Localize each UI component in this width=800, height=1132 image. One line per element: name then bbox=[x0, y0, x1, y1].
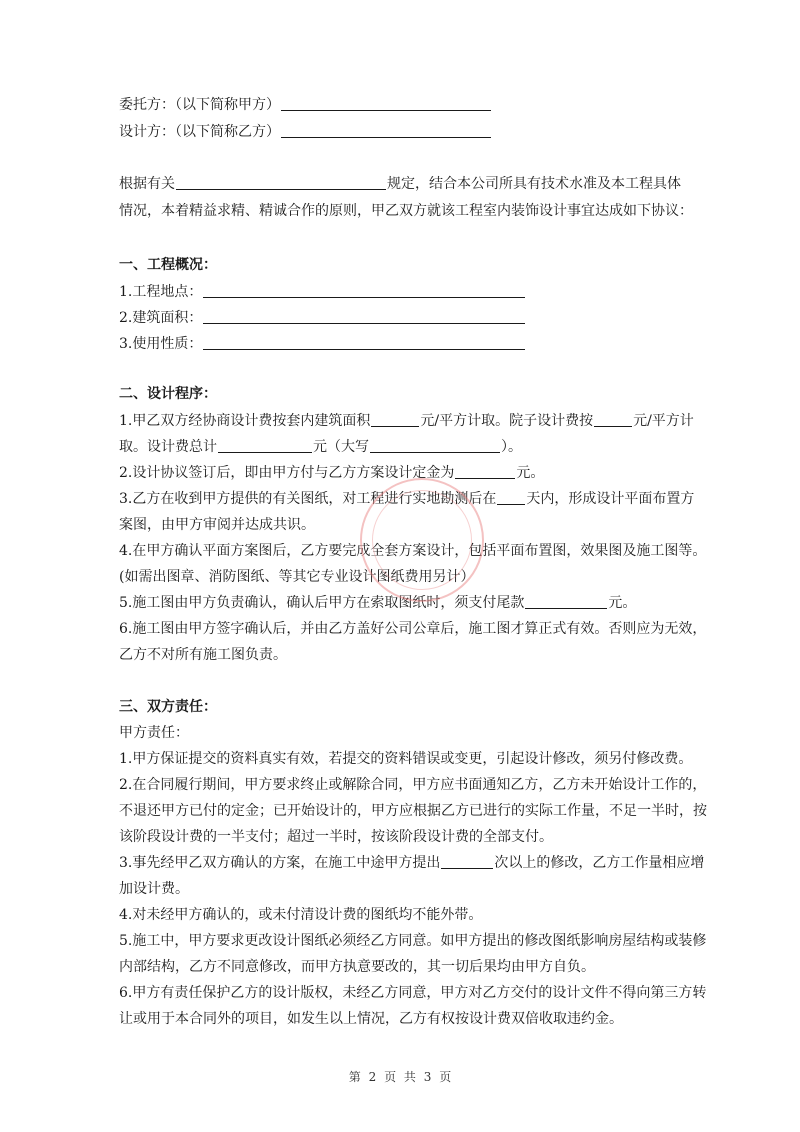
procedure-6-line-2: 乙方不对所有施工图负责。 bbox=[119, 647, 287, 663]
procedure-text: 取。设计费总计 bbox=[119, 439, 217, 455]
section-1-title: 一、工程概况： bbox=[119, 257, 217, 273]
designer-line bbox=[119, 122, 699, 142]
responsibility-4: 4.对未经甲方确认的，或未付清设计费的图纸均不能外带。 bbox=[119, 907, 483, 923]
responsibility-text: 3.事先经甲乙双方确认的方案，在施工中途甲方提出 bbox=[119, 855, 441, 871]
intro-line-2 bbox=[119, 201, 699, 221]
responsibility-2-line-1: 2.在合同履行期间，甲方要求终止或解除合同，甲方应书面通知乙方，乙方未开始设计工作的， bbox=[119, 777, 707, 793]
responsibility-2-line-2: 不退还甲方已付的定金；已开始设计的，甲方应根据乙方已进行的实际工作量，不足一半时，按 bbox=[119, 803, 707, 819]
intro-text: 规定，结合本公司所具有技术水准及本工程具体 bbox=[387, 176, 681, 192]
procedure-text: 1.甲乙双方经协商设计费按套内建筑面积 bbox=[119, 413, 371, 429]
revision-count-blank[interactable] bbox=[441, 854, 493, 869]
responsibility-text: 次以上的修改，乙方工作量相应增 bbox=[494, 855, 705, 871]
usage-label: 3.使用性质： bbox=[119, 336, 203, 352]
responsibility-6-line-1: 6.甲方有责任保护乙方的设计版权，未经乙方同意，甲方对乙方交付的设计文件不得向第三方转 bbox=[119, 985, 707, 1001]
procedure-text: ）。 bbox=[501, 439, 522, 455]
procedure-4-line-1: 4.在甲方确认平面方案图后，乙方要完成全套方案设计，包括平面布置图，效果图及施工图等。 bbox=[119, 543, 707, 559]
total-fee-words-blank[interactable] bbox=[370, 438, 500, 453]
responsibility-1: 1.甲方保证提交的资料真实有效，若提交的资料错误或变更，引起设计修改，须另付修改费。 bbox=[119, 751, 693, 767]
intro-line-1 bbox=[119, 174, 699, 194]
responsibility-6-line-2: 让或用于本合同外的项目，如发生以上情况，乙方有权按设计费双倍收取违约金。 bbox=[119, 1011, 623, 1027]
days-blank[interactable] bbox=[497, 490, 525, 505]
footer-text: 第 bbox=[348, 1070, 361, 1084]
regulation-blank[interactable] bbox=[176, 175, 386, 190]
deposit-blank[interactable] bbox=[455, 464, 515, 479]
responsibility-3-line-2: 加设计费。 bbox=[119, 881, 189, 897]
page-footer bbox=[0, 1068, 800, 1085]
intro-text: 情况，本着精益求精、精诚合作的原则，甲乙双方就该工程室内装饰设计事宜达成如下协议： bbox=[119, 203, 693, 219]
current-page-number: 2 bbox=[368, 1070, 377, 1084]
procedure-text: 元。 bbox=[608, 595, 637, 611]
building-area-blank[interactable] bbox=[203, 309, 525, 324]
building-area-label: 2.建筑面积： bbox=[119, 310, 203, 326]
footer-text: 页 bbox=[384, 1070, 397, 1084]
section-3-title: 三、双方责任： bbox=[119, 699, 217, 715]
procedure-text: 元/平方计 bbox=[633, 413, 694, 429]
project-location-line bbox=[119, 282, 699, 302]
responsibility-5-line-2: 内部结构，乙方不同意修改，而甲方执意要改的，其一切后果均由甲方自负。 bbox=[119, 959, 595, 975]
procedure-4-line-2: (如需出图章、消防图纸、等其它专业设计图纸费用另计） bbox=[119, 569, 475, 585]
responsibility-2-line-3: 该阶段设计费的一半支付；超过一半时，按该阶段设计费的全部支付。 bbox=[119, 829, 553, 845]
unit-price-blank[interactable] bbox=[371, 412, 419, 427]
procedure-1-line-2 bbox=[119, 437, 699, 457]
procedure-text: 3.乙方在收到甲方提供的有关图纸，对工程进行实地勘测后在 bbox=[119, 491, 497, 507]
yard-price-blank[interactable] bbox=[594, 412, 632, 427]
procedure-text: 天内，形成设计平面布置方 bbox=[526, 491, 695, 507]
client-label: 委托方：（以下简称甲方） bbox=[119, 97, 280, 113]
procedure-text: 元。 bbox=[516, 465, 545, 481]
usage-line bbox=[119, 334, 699, 354]
designer-label: 设计方：（以下简称乙方） bbox=[119, 124, 280, 140]
procedure-text: 2.设计协议签订后，即由甲方付与乙方方案设计定金为 bbox=[119, 465, 455, 481]
procedure-3-line-2: 案图，由甲方审阅并达成共识。 bbox=[119, 517, 315, 533]
responsibility-5-line-1: 5.施工中，甲方要求更改设计图纸必须经乙方同意。如甲方提出的修改图纸影响房屋结构或装修 bbox=[119, 933, 707, 949]
procedure-text: 元/平方计取。院子设计费按 bbox=[420, 413, 594, 429]
client-blank[interactable] bbox=[281, 96, 491, 111]
client-line bbox=[119, 95, 699, 115]
procedure-text: 5.施工图由甲方负责确认，确认后甲方在索取图纸时，须支付尾款 bbox=[119, 595, 525, 611]
usage-blank[interactable] bbox=[203, 335, 525, 350]
building-area-line bbox=[119, 308, 699, 328]
procedure-text: 元（大写 bbox=[313, 439, 369, 455]
responsibility-3-line-1 bbox=[119, 853, 705, 873]
footer-text: 共 bbox=[403, 1070, 416, 1084]
final-payment-blank[interactable] bbox=[525, 594, 607, 609]
project-location-blank[interactable] bbox=[203, 283, 525, 298]
party-a-responsibility-heading: 甲方责任： bbox=[119, 725, 189, 741]
procedure-6-line-1: 6.施工图由甲方签字确认后，并由乙方盖好公司公章后，施工图才算正式有效。否则应为无效， bbox=[119, 621, 707, 637]
total-page-count: 3 bbox=[423, 1070, 432, 1084]
project-location-label: 1.工程地点： bbox=[119, 284, 203, 300]
intro-text: 根据有关 bbox=[119, 176, 175, 192]
section-2-title: 二、设计程序： bbox=[119, 386, 217, 402]
footer-text: 页 bbox=[439, 1070, 452, 1084]
total-fee-blank[interactable] bbox=[218, 438, 312, 453]
designer-blank[interactable] bbox=[281, 123, 491, 138]
procedure-1-line-1 bbox=[119, 411, 699, 431]
